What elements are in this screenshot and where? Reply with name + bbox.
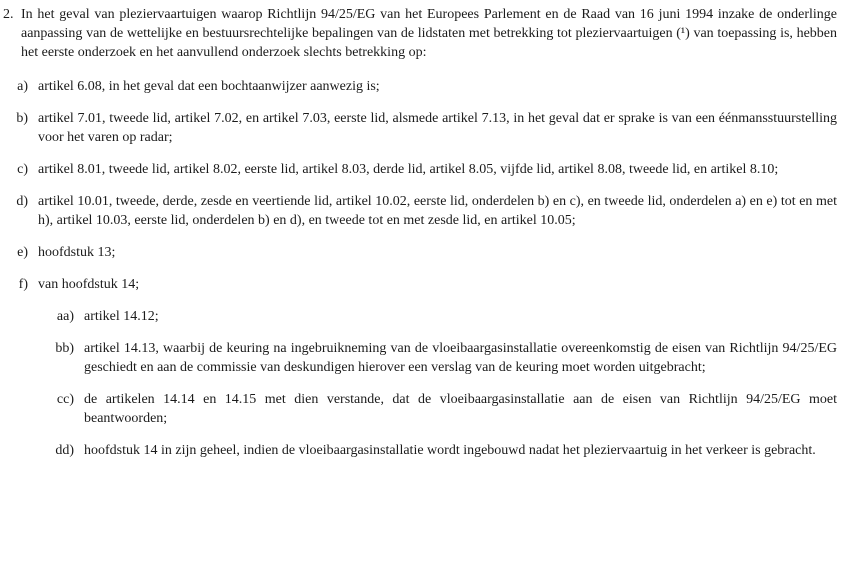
list-item-label: e) (17, 245, 28, 260)
list-item-e (3, 243, 837, 262)
list-item-d (3, 192, 837, 230)
list-item-text: hoofdstuk 13; (38, 245, 116, 260)
sub-list-item-bb (3, 339, 837, 377)
sub-list-item-text: hoofdstuk 14 in zijn geheel, indien de vloeibaargasinstallatie wordt ingebouwd nadat het pleziervaartuig in het verkeer is gebracht. (84, 443, 816, 458)
list-item-b (3, 109, 837, 147)
list-item-label: a) (17, 79, 28, 94)
list-item-text: artikel 10.01, tweede, derde, zesde en veertiende lid, artikel 10.02, eerste lid, onderdelen b) en c), en tweede lid, onderdelen a) en e) tot en met h), artikel 10.03, eerste lid, onderdelen b) en d), en tweede tot en met zesde lid, en artikel 10.05; (38, 194, 837, 228)
list-item-text: artikel 8.01, tweede lid, artikel 8.02, eerste lid, artikel 8.03, derde lid, artikel 8.05, vijfde lid, artikel 8.08, tweede lid, en artikel 8.10; (38, 162, 779, 177)
list-item-text: artikel 7.01, tweede lid, artikel 7.02, en artikel 7.03, eerste lid, alsmede artikel 7.13, in het geval dat er sprake is van een éénmansstuurstelling voor het varen op radar; (38, 111, 837, 145)
list-item-label: f) (18, 277, 28, 292)
list-item-label: c) (17, 162, 28, 177)
sub-list-item-label: aa) (56, 309, 74, 324)
list-item-c (3, 160, 837, 179)
sub-list-item-label: bb) (55, 341, 74, 356)
article-list (3, 77, 837, 460)
sub-list (3, 307, 837, 460)
list-item-a (3, 77, 837, 96)
paragraph-intro: In het geval van pleziervaartuigen waarop Richtlijn 94/25/EG van het Europees Parlement en de Raad van 16 juni 1994 inzake de onderlinge aanpassing van de wettelijke en bestuursrechtelijke bepalingen van de lidstaten met betrekking tot pleziervaartuigen (¹) van toepassing is, hebben het eerste onderzoek en het aanvullend onderzoek slechts betrekking op: (21, 7, 837, 60)
paragraph-number: 2. (3, 7, 14, 22)
list-item-text: artikel 6.08, in het geval dat een bochtaanwijzer aanwezig is; (38, 79, 380, 94)
list-item-label: b) (16, 111, 28, 126)
list-item-label: d) (16, 194, 28, 209)
sub-list-item-text: de artikelen 14.14 en 14.15 met dien verstande, dat de vloeibaargasinstallatie aan de eisen van Richtlijn 94/25/EG moet beantwoorden; (84, 392, 837, 426)
sub-list-item-text: artikel 14.12; (84, 309, 159, 324)
list-item-text: van hoofdstuk 14; (38, 277, 140, 292)
sub-list-item-cc (3, 390, 837, 428)
sub-list-item-dd (3, 441, 837, 460)
sub-list-item-text: artikel 14.13, waarbij de keuring na ingebruikneming van de vloeibaargasinstallatie overeenkomstig de eisen van Richtlijn 94/25/EG geschiedt en aan de commissie van deskundigen hierover een verslag van de keuring moet worden uitgebracht; (84, 341, 837, 375)
sub-list-item-aa (3, 307, 837, 326)
list-item-f (3, 275, 837, 294)
sub-list-item-label: cc) (56, 392, 74, 407)
paragraph-2 (3, 5, 837, 62)
sub-list-item-label: dd) (55, 443, 74, 458)
